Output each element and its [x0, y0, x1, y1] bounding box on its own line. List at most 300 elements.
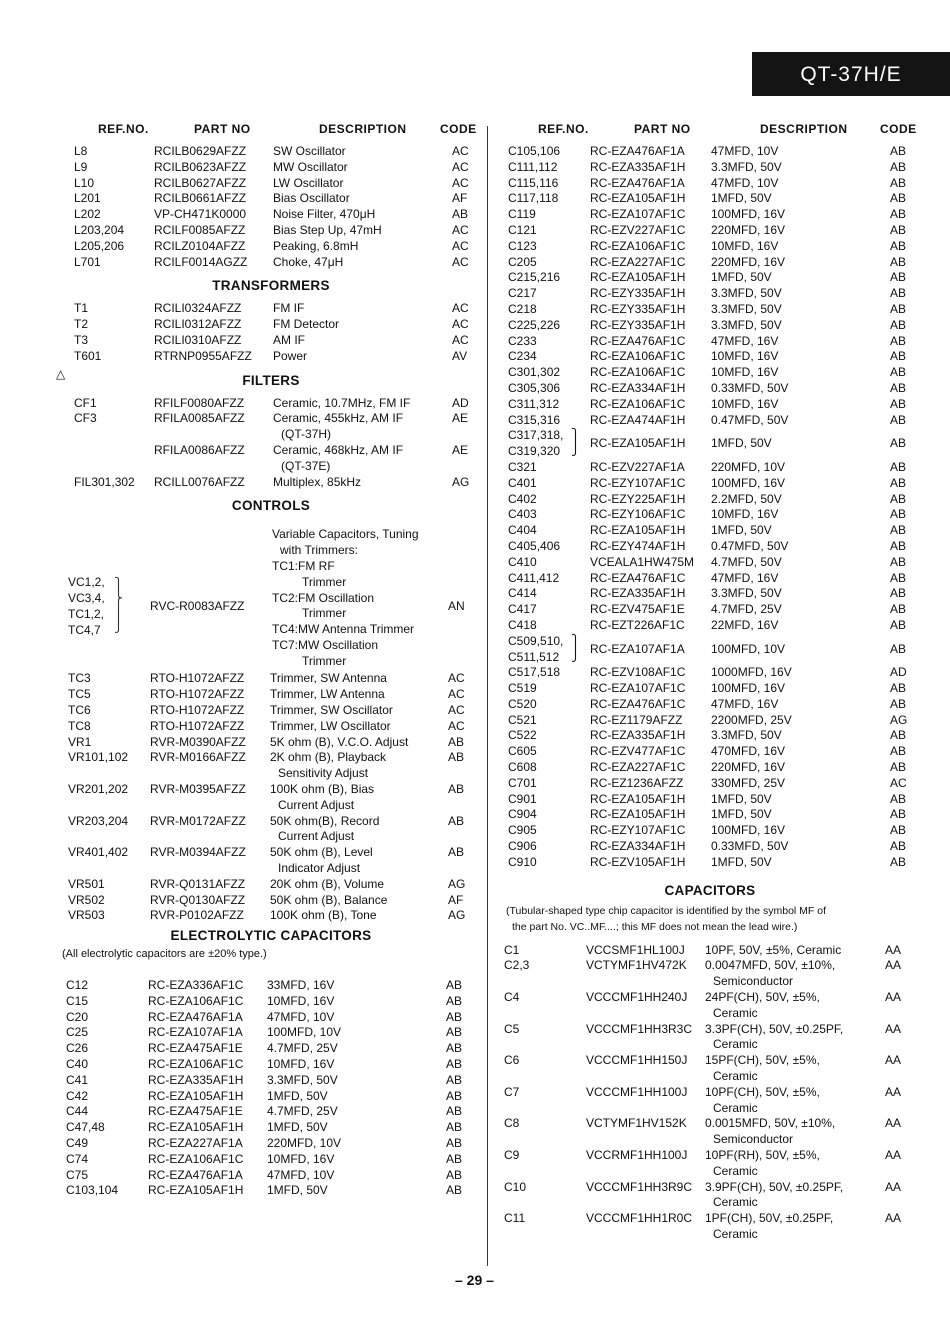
- part-no: VCCSMF1HL100J: [586, 942, 685, 957]
- table-row: [62, 1010, 480, 1026]
- table-row: [500, 792, 920, 808]
- description: 10MFD, 16V: [267, 1151, 335, 1166]
- code: AA: [885, 958, 902, 973]
- code: AB: [890, 270, 907, 285]
- ref-no: C75: [66, 1167, 89, 1182]
- ref-no: C12: [66, 978, 89, 993]
- part-no: RC-EZA105AF1H: [148, 1120, 244, 1135]
- part-no: RC-EZA335AF1H: [590, 159, 686, 174]
- header-code: CODE: [440, 122, 477, 136]
- table-row: [62, 396, 480, 412]
- ref-no: C317,318,: [508, 428, 564, 443]
- table-row: [500, 191, 920, 207]
- table-row: [62, 411, 480, 443]
- table-row: [62, 1073, 480, 1089]
- ref-no: VR502: [68, 892, 105, 907]
- ref-no: C519: [508, 681, 537, 696]
- description: 33MFD, 16V: [267, 978, 335, 993]
- description: 10MFD, 16V: [267, 993, 335, 1008]
- description: 1MFD, 50V: [267, 1183, 328, 1198]
- code: AB: [890, 570, 907, 585]
- part-no: RC-EZA105AF1H: [590, 270, 686, 285]
- description: 220MFD, 16V: [711, 222, 786, 237]
- controls-list: [62, 671, 480, 924]
- table-row: [500, 397, 920, 413]
- description-line2: (QT-37E): [281, 458, 331, 473]
- code: AC: [448, 702, 465, 717]
- vc-line: TC4:MW Antenna Trimmer: [272, 622, 415, 637]
- code: AA: [885, 942, 902, 957]
- part-no: RCILB0661AFZZ: [154, 191, 247, 206]
- vc-line: TC7:MW Oscillation: [272, 637, 379, 652]
- ref-no: C511,512: [508, 649, 560, 664]
- table-row: [62, 845, 480, 877]
- capacitors-note: [506, 903, 920, 935]
- part-no: RCILB0623AFZZ: [154, 159, 247, 174]
- header-ref: REF.NO.: [538, 122, 589, 136]
- description: Trimmer, SW Oscillator: [270, 702, 393, 717]
- code: AB: [890, 617, 907, 632]
- description: 100MFD, 16V: [711, 823, 786, 838]
- capacitors-note-line2: the part No. VC..MF....; this MF does not mean the lead wire.): [512, 920, 798, 933]
- description: Trimmer, SW Antenna: [270, 671, 387, 686]
- description-line2: Ceramic: [713, 1037, 758, 1052]
- code: AC: [452, 317, 469, 332]
- part-no: RC-EZV475AF1E: [590, 602, 685, 617]
- ref-no: C9: [504, 1148, 520, 1163]
- code: AE: [452, 442, 469, 457]
- ref-no: C904: [508, 807, 537, 822]
- description: 100MFD, 16V: [711, 681, 786, 696]
- ref-no: L10: [74, 175, 95, 190]
- table-row: [62, 317, 480, 333]
- description: 47MFD, 16V: [711, 570, 779, 585]
- description: Power: [273, 348, 308, 363]
- ref-no: VR503: [68, 908, 105, 923]
- table-row: [62, 1057, 480, 1073]
- code: AG: [890, 712, 908, 727]
- ref-no: VR1: [68, 734, 92, 749]
- table-row: [500, 1116, 920, 1148]
- description: 1MFD, 50V: [267, 1120, 328, 1135]
- code: AC: [452, 175, 469, 190]
- part-no: RC-EZA476AF1A: [590, 144, 685, 158]
- description: 1MFD, 50V: [711, 854, 772, 869]
- code: AA: [885, 1116, 902, 1131]
- ref-no: C701: [508, 775, 537, 790]
- table-row: [500, 223, 920, 239]
- description: 1000MFD, 16V: [711, 665, 792, 680]
- code: AG: [452, 474, 470, 489]
- code: AG: [448, 876, 466, 891]
- table-row: [62, 255, 480, 271]
- table-row: [62, 671, 480, 687]
- right-column: [500, 118, 920, 1243]
- description: Bias Oscillator: [273, 191, 350, 206]
- description: AM IF: [273, 332, 305, 347]
- description: 3.3MFD, 50V: [711, 159, 782, 174]
- description: 3.3MFD, 50V: [711, 317, 782, 332]
- description: 0.0047MFD, 50V, ±10%,: [705, 958, 836, 973]
- ref-no: C411,412: [508, 570, 560, 585]
- table-row: [62, 687, 480, 703]
- code: AB: [890, 681, 907, 696]
- table-row: [62, 160, 480, 176]
- table-row: [62, 1183, 480, 1199]
- code: AB: [890, 728, 907, 743]
- description: 10PF(RH), 50V, ±5%,: [705, 1148, 820, 1163]
- code: AB: [446, 1009, 463, 1024]
- part-no: RVR-M0172AFZZ: [150, 813, 246, 828]
- description: 1PF(CH), 50V, ±0.25PF,: [705, 1211, 834, 1226]
- description: 10MFD, 16V: [711, 507, 779, 522]
- code: AB: [890, 222, 907, 237]
- code: AB: [448, 750, 465, 765]
- part-no: RC-EZV227AF1A: [590, 459, 685, 474]
- ref-no: C40: [66, 1057, 89, 1072]
- code: AB: [890, 491, 907, 506]
- vc-part: RVC-R0083AFZZ: [150, 599, 245, 614]
- vc-refs: [68, 575, 105, 638]
- code: AC: [448, 687, 465, 702]
- code: AB: [890, 538, 907, 553]
- code: AB: [446, 1183, 463, 1198]
- code: AC: [452, 159, 469, 174]
- table-row: [62, 443, 480, 475]
- ref-no: C305,306: [508, 380, 561, 395]
- part-no: RTO-H1072AFZZ: [150, 718, 245, 733]
- ref-no: TC3: [68, 671, 91, 686]
- table-row: [500, 744, 920, 760]
- ref-no: L701: [74, 254, 101, 269]
- part-no: RC-EZY107AF1C: [590, 823, 686, 838]
- code: AE: [452, 411, 469, 426]
- part-no: RC-EZV105AF1H: [590, 854, 686, 869]
- electrolytic-list-b: [500, 460, 920, 634]
- ref-no: C119: [508, 207, 536, 222]
- table-row: [62, 349, 480, 365]
- table-row: [500, 476, 920, 492]
- part-no: VCCCMF1HH1R0C: [586, 1211, 693, 1226]
- description: 50K ohm (B), Level: [270, 845, 373, 860]
- table-row: [62, 176, 480, 192]
- code: AB: [890, 238, 907, 253]
- ref-no: L8: [74, 144, 88, 158]
- ref-no: L205,206: [74, 238, 125, 253]
- table-row: [500, 1211, 920, 1243]
- ref-no: C608: [508, 760, 537, 775]
- part-no: RC-EZA227AF1C: [590, 254, 686, 269]
- code: AC: [452, 254, 469, 269]
- ref-no: C115,116: [508, 175, 559, 190]
- ref-no: C4: [504, 990, 520, 1005]
- description: SW Oscillator: [273, 144, 346, 158]
- ref-no: VR501: [68, 876, 105, 891]
- description: Trimmer, LW Oscillator: [270, 718, 391, 733]
- code: AB: [446, 1120, 463, 1135]
- ref-no: C1: [504, 942, 520, 957]
- ref-no: C311,312: [508, 396, 560, 411]
- table-row: [500, 349, 920, 365]
- ref-no: TC6: [68, 702, 91, 717]
- ref-no: C105,106: [508, 144, 561, 158]
- part-no: RTRNP0955AFZZ: [154, 348, 252, 363]
- part-no: VCCCMF1HH240J: [586, 990, 688, 1005]
- table-row: [500, 586, 920, 602]
- vc-line: TC2:FM Oscillation: [272, 590, 375, 605]
- filters-list: [62, 396, 480, 491]
- part-no: VCCCMF1HH150J: [586, 1053, 688, 1068]
- ref-no: C301,302: [508, 365, 561, 380]
- part-no: RCILI0312AFZZ: [154, 317, 242, 332]
- ref-no: C111,112: [508, 159, 558, 174]
- table-row: [500, 760, 920, 776]
- ref-no: C41: [66, 1072, 89, 1087]
- table-row: [62, 333, 480, 349]
- description: 4.7MFD, 25V: [267, 1104, 338, 1119]
- table-row: [500, 460, 920, 476]
- table-row: [62, 1041, 480, 1057]
- description: 470MFD, 16V: [711, 744, 786, 759]
- part-no: RVR-M0390AFZZ: [150, 734, 246, 749]
- table-row: [62, 475, 480, 491]
- electrolytic-list-c: [500, 665, 920, 870]
- ref-no: C121: [508, 222, 537, 237]
- description: 10PF(CH), 50V, ±5%,: [705, 1084, 820, 1099]
- part-no: RC-EZV108AF1C: [590, 665, 686, 680]
- description: 20K ohm (B), Volume: [270, 876, 385, 891]
- ref-no: C520: [508, 696, 537, 711]
- description-line2: Semiconductor: [713, 1132, 794, 1147]
- part-no: RC-EZA335AF1H: [148, 1072, 244, 1087]
- code: AD: [890, 665, 907, 680]
- table-row: [500, 334, 920, 350]
- code: AC: [452, 222, 469, 237]
- part-no: RCILB0629AFZZ: [154, 144, 247, 158]
- description-line2: Ceramic: [713, 1195, 758, 1210]
- description: 0.33MFD, 50V: [711, 839, 789, 854]
- vc-brace: ⎫ ⎬ ⎪ ⎭: [114, 577, 123, 634]
- capacitors-title: CAPACITORS: [664, 882, 756, 898]
- ref-no: C26: [66, 1041, 89, 1056]
- table-row: [500, 413, 920, 429]
- vc-line: Trimmer: [302, 653, 347, 668]
- description: 1MFD, 50V: [711, 191, 772, 206]
- description: 0.0015MFD, 50V, ±10%,: [705, 1116, 836, 1131]
- ref-no: C901: [508, 791, 537, 806]
- code: AA: [885, 990, 902, 1005]
- part-no: RC-EZA106AF1C: [590, 396, 686, 411]
- code: AB: [890, 854, 907, 869]
- table-row: [500, 555, 920, 571]
- vc-ref: TC1,2,: [68, 606, 105, 621]
- ref-no: L203,204: [74, 222, 125, 237]
- description: 220MFD, 10V: [711, 459, 786, 474]
- part-no: RVR-M0394AFZZ: [150, 845, 246, 860]
- header-code: CODE: [880, 122, 917, 136]
- code: AB: [890, 144, 907, 158]
- part-no: RVR-P0102AFZZ: [150, 908, 244, 923]
- description: Multiplex, 85kHz: [273, 474, 362, 489]
- ref-no: C401: [508, 475, 537, 490]
- ref-no: C11: [504, 1211, 526, 1226]
- description-line2: Indicator Adjust: [278, 860, 361, 875]
- part-no: VCCCMF1HH3R9C: [586, 1179, 693, 1194]
- ref-no: L9: [74, 159, 88, 174]
- part-no: VCCCMF1HH3R3C: [586, 1021, 693, 1036]
- code: AB: [890, 254, 907, 269]
- table-row: [62, 1168, 480, 1184]
- table-row: [62, 207, 480, 223]
- description: 100MFD, 16V: [711, 475, 786, 490]
- part-no: RC-EZA474AF1H: [590, 412, 686, 427]
- description: 50K ohm(B), Record: [270, 813, 380, 828]
- ref-no: T2: [74, 317, 89, 332]
- vc-ref: VC1,2,: [68, 575, 105, 590]
- table-row: [500, 318, 920, 334]
- table-row: [500, 776, 920, 792]
- description: 100MFD, 10V: [267, 1025, 342, 1040]
- code: AB: [446, 1072, 463, 1087]
- code: AC: [452, 301, 469, 316]
- part-no: RC-EZA106AF1C: [148, 993, 244, 1008]
- table-row: [62, 301, 480, 317]
- table-row: [500, 958, 920, 990]
- ref-no: FIL301,302: [74, 474, 135, 489]
- code: AB: [452, 207, 469, 222]
- code: AA: [885, 1211, 902, 1226]
- part-no: VP-CH471K0000: [154, 207, 247, 222]
- code: AB: [448, 845, 465, 860]
- description: 1MFD, 50V: [711, 523, 772, 538]
- description: MW Oscillator: [273, 159, 348, 174]
- table-row: [62, 735, 480, 751]
- description: 330MFD, 25V: [711, 775, 786, 790]
- part-no: VCTYMF1HV152K: [586, 1116, 687, 1131]
- ref-no: C44: [66, 1104, 89, 1119]
- part-no: RCILF0014AGZZ: [154, 254, 248, 269]
- description: FM IF: [273, 301, 305, 316]
- capacitors-list: [500, 943, 920, 1243]
- ref-no: L202: [74, 207, 101, 222]
- code: AB: [890, 523, 907, 538]
- part-no: RC-EZA335AF1H: [590, 728, 686, 743]
- code: AB: [448, 813, 465, 828]
- ref-no: C205: [508, 254, 537, 269]
- table-row: [500, 270, 920, 286]
- part-no: RC-EZA107AF1A: [148, 1025, 243, 1040]
- table-header: [500, 118, 920, 144]
- part-no: RC-EZT226AF1C: [590, 617, 685, 632]
- ref-no: C20: [66, 1009, 89, 1024]
- part-no: VCTYMF1HV472K: [586, 958, 687, 973]
- part-no: RC-EZA475AF1E: [148, 1104, 243, 1119]
- description: 47MFD, 10V: [267, 1009, 335, 1024]
- ref-no: VR401,402: [68, 845, 129, 860]
- ref-no: C414: [508, 586, 537, 601]
- ref-no: C49: [66, 1136, 89, 1151]
- ref-no: C319,320: [508, 444, 561, 459]
- table-row: [62, 144, 480, 160]
- description-line2: Ceramic: [713, 1227, 758, 1241]
- table-row: [62, 908, 480, 924]
- description: 1MFD, 50V: [711, 791, 772, 806]
- code: AB: [890, 317, 907, 332]
- part-no: RC-EZA476AF1A: [148, 1009, 243, 1024]
- code: AB: [890, 602, 907, 617]
- left-column: [62, 118, 480, 1199]
- part-no: RC-EZA227AF1C: [590, 760, 686, 775]
- table-row: [500, 428, 920, 460]
- code: AG: [448, 908, 466, 923]
- table-row: [500, 160, 920, 176]
- description: 0.47MFD, 50V: [711, 538, 789, 553]
- table-row: [62, 1025, 480, 1041]
- part-no: RCILZ0104AFZZ: [154, 238, 246, 253]
- part-no: RC-EZY335AF1H: [590, 317, 686, 332]
- part-no: RVR-M0166AFZZ: [150, 750, 246, 765]
- part-no: VCCRMF1HH100J: [586, 1148, 688, 1163]
- part-no: RFILF0080AFZZ: [154, 395, 245, 410]
- code: AA: [885, 1021, 902, 1036]
- code: AB: [446, 1167, 463, 1182]
- code: AB: [890, 696, 907, 711]
- code: AB: [890, 159, 907, 174]
- part-no: RVR-M0395AFZZ: [150, 781, 246, 796]
- part-no: RCILI0324AFZZ: [154, 301, 242, 316]
- code: AC: [452, 332, 469, 347]
- ref-no: CF1: [74, 395, 97, 410]
- code: AA: [885, 1179, 902, 1194]
- table-row: [500, 618, 920, 634]
- description: 220MFD, 10V: [267, 1136, 342, 1151]
- ref-no: C905: [508, 823, 537, 838]
- description-line2: Sensitivity Adjust: [278, 766, 369, 781]
- description: 15PF(CH), 50V, ±5%,: [705, 1053, 820, 1068]
- ref-no: TC5: [68, 687, 91, 702]
- page-number: – 29 –: [455, 1272, 494, 1288]
- vc-code: AN: [448, 599, 465, 614]
- ref-no: C8: [504, 1116, 520, 1131]
- ref-no: C410: [508, 554, 537, 569]
- description: 2.2MFD, 50V: [711, 491, 782, 506]
- part-no: RC-EZA106AF1C: [590, 238, 686, 253]
- code: AC: [452, 144, 469, 158]
- description: 0.47MFD, 50V: [711, 412, 789, 427]
- description: Ceramic, 468kHz, AM IF: [273, 442, 404, 457]
- part-no: RC-EZY474AF1H: [590, 538, 686, 553]
- ref-no: VR101,102: [68, 750, 129, 765]
- part-no: RC-EZY225AF1H: [590, 491, 686, 506]
- table-row: [500, 239, 920, 255]
- code: AB: [446, 1041, 463, 1056]
- vc-line: Trimmer: [302, 574, 347, 589]
- transformers-title: TRANSFORMERS: [212, 278, 330, 294]
- description: 5K ohm (B), V.C.O. Adjust: [270, 734, 409, 749]
- code: AB: [448, 734, 465, 749]
- part-no: RC-EZY107AF1C: [590, 475, 686, 490]
- description: 1MFD, 50V: [711, 807, 772, 822]
- ref-no: C218: [508, 301, 537, 316]
- table-row: [62, 191, 480, 207]
- ref-no: C25: [66, 1025, 89, 1040]
- description: 10MFD, 16V: [711, 396, 779, 411]
- part-no: RTO-H1072AFZZ: [150, 687, 245, 702]
- table-row: [500, 634, 920, 666]
- description: 100MFD, 16V: [711, 207, 786, 222]
- table-row: [500, 728, 920, 744]
- description: 2K ohm (B), Playback: [270, 750, 387, 765]
